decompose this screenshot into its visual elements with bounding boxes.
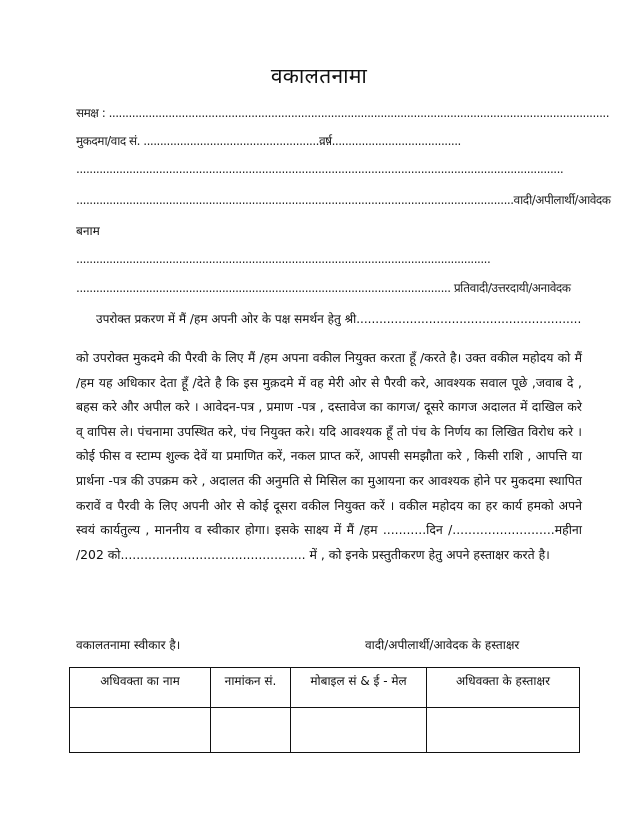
- blank-line-1: ...................................................................................................................................................: [76, 162, 564, 176]
- blank-line-3: .............................................................................................................................: [76, 252, 491, 266]
- cell-advocate-signature[interactable]: [427, 708, 580, 753]
- header-advocate-signature: अधिवक्ता के हस्ताक्षर: [427, 668, 580, 708]
- plaintiff-signature-label: वादी/अपीलार्थी/आवेदक के हस्ताक्षर: [365, 638, 520, 652]
- year-line: वर्ष.......................................: [319, 134, 461, 148]
- plaintiff-line: ....................................................................................................................................वादी/अपीलार्थी/आवेदक: [76, 193, 611, 207]
- header-advocate-name: अधिवक्ता का नाम: [70, 668, 211, 708]
- authorization-paragraph: को उपरोक्त मुकदमे की पैरवी के लिए मैं /हम अपना वकील नियुक्त करता हूँ /करते है। उक्त वकील महोदय को मैं /हम यह अधिकार देता हूँ /देते है कि इस मुक़दमे में वह मेरी ओर से पैरवी करे, आवश्यक सवाल पूछे ,जवाब दे , बहस करे और अपील करे । आवेदन-पत्र , प्रमाण -पत्र , दस्तावेज का कागज/ दूसरे कागज अदालत में दाखिल करे व् वापिस ले। पंचनामा उपस्थित करे, पंच नियुक्त करे। यदि आवश्यक हूँ तो पंच के निर्णय का लिखित विरोध करे । कोई फीस व स्टाम्प शुल्क देवें या प्रमाणित करें, नकल प्राप्त करें, आपसी समझौता करे , किसी राशि , आपत्ति या प्रार्थना -पत्र की उपक्रम करे , अदालत की अनुमति से मिसिल का मुआयना कर आवश्यक होने पर मुकदमा स्थापित करावें व पैरवी के लिए अपनी ओर से कोई दूसरा वकील नियुक्त करें । वकील महोदय का हर कार्य हमको अपने स्वयं कार्यतुल्य , माननीय व स्वीकार होगा। इसके साक्ष्य में मैं /हम ...........दिन /..........................महीना /202 को............................................... में , को इनके प्रस्तुतीकरण हेतु अपने हस्ताक्षर करते है।: [76, 350, 582, 562]
- acceptance-label: वकालतनामा स्वीकार है।: [76, 638, 181, 652]
- cell-advocate-name[interactable]: [70, 708, 211, 753]
- table-row: [70, 708, 580, 753]
- court-line: समक्ष : .......................................................................................................................................................: [76, 106, 610, 120]
- table-header-row: [70, 668, 580, 708]
- respondent-line: ................................................................................................................. प्रतिवादी/उत्तरदायी/अनावेदक: [76, 281, 571, 295]
- header-mobile-email: मोबाइल सं & ई - मेल: [291, 668, 427, 708]
- versus-label: बनाम: [76, 224, 100, 238]
- subject-intro-line: उपरोक्त प्रकरण में मैं /हम अपनी ओर के पक्ष समर्थन हेतु श्री...........................................................: [96, 312, 582, 326]
- header-enrollment-no: नामांकन सं.: [211, 668, 291, 708]
- cell-mobile-email[interactable]: [291, 708, 427, 753]
- case-number-line: मुकदमा/वाद सं. ........................................................: [76, 134, 329, 148]
- cell-enrollment-no[interactable]: [211, 708, 291, 753]
- document-title: वकालतनामा: [270, 64, 368, 88]
- advocate-table: [69, 667, 580, 753]
